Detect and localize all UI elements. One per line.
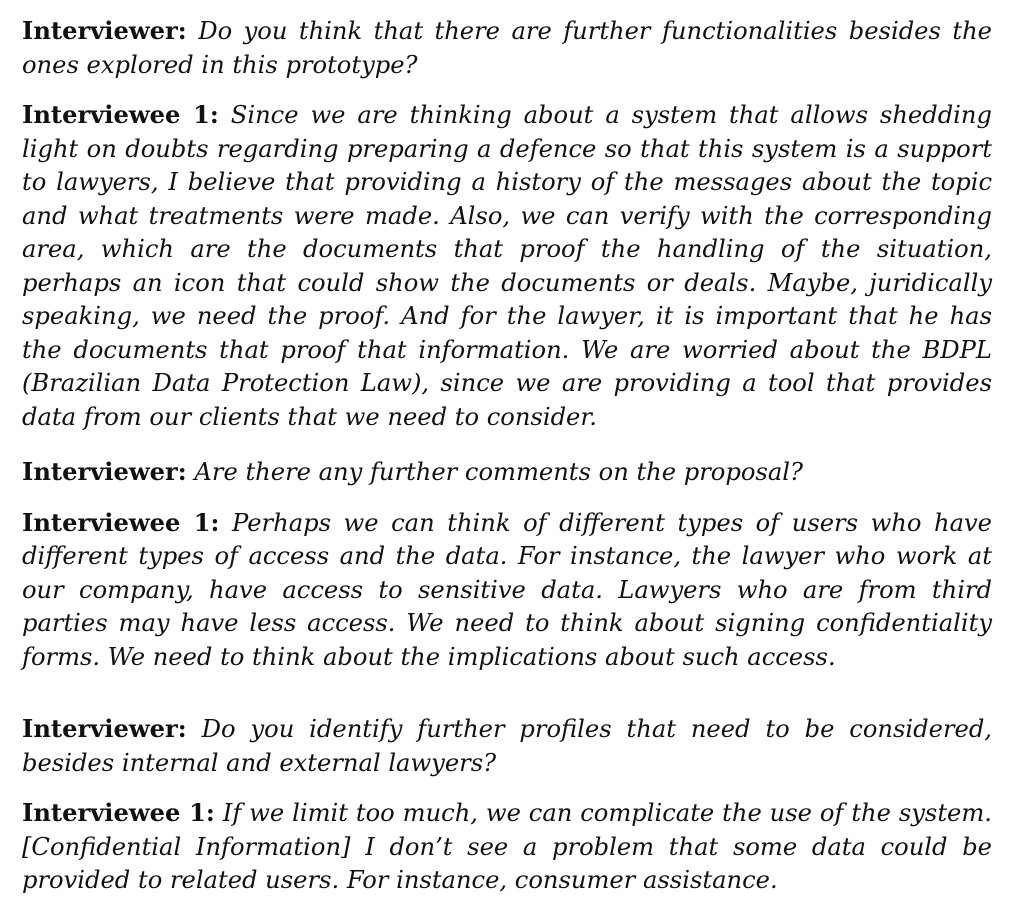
transcript-entry [22,506,992,675]
speech-text: Are there any further comments on the proposal? [194,458,803,486]
speaker-label: Interviewee 1: [22,100,219,129]
speaker-label: Interviewer: [22,457,187,486]
speaker-label: Interviewer: [22,714,187,743]
speech-text: Since we are thinking about a system that allows shedding light on doubts regarding preparing a defence so that this system is a support to lawyers, I believe that providing a history of the messages about the topic and what treatments were made. Also, we can verify with the corresponding area, which are the documents that proof the handling of the situation, perhaps an icon that could show the documents or deals. Maybe, juridically speaking, we need the proof. And for the lawyer, it is important that he has the documents that proof that information. We are worried about the BDPL (Brazilian Data Protection Law), since we are providing a tool that provides data from our clients that we need to consider. [22,101,992,431]
speech-text: Do you identify further profiles that need to be considered, besides internal and external lawyers? [22,715,992,777]
transcript-entry [22,98,992,434]
transcript-entry [22,712,992,780]
speaker-label: Interviewee 1: [22,798,215,827]
transcript-entry [22,796,992,898]
transcript-entry [22,14,992,82]
interview-transcript [22,14,992,898]
speech-text: If we limit too much, we can complicate the use of the system. [Confidential Information] I don’t see a problem that some data could be provided to related users. For instance, consumer assistance. [22,799,992,894]
speaker-label: Interviewer: [22,16,187,45]
transcript-entry [22,455,992,490]
speech-text: Perhaps we can think of different types of users who have different types of access and the data. For instance, the lawyer who work at our company, have access to sensitive data. Lawyers who are from third parties may have less access. We need to think about signing confidentiality forms. We need to think about the implications about such access. [22,508,992,671]
speaker-label: Interviewee 1: [22,507,220,537]
speech-text: Do you think that there are further functionalities besides the ones explored in this prototype? [22,17,992,79]
